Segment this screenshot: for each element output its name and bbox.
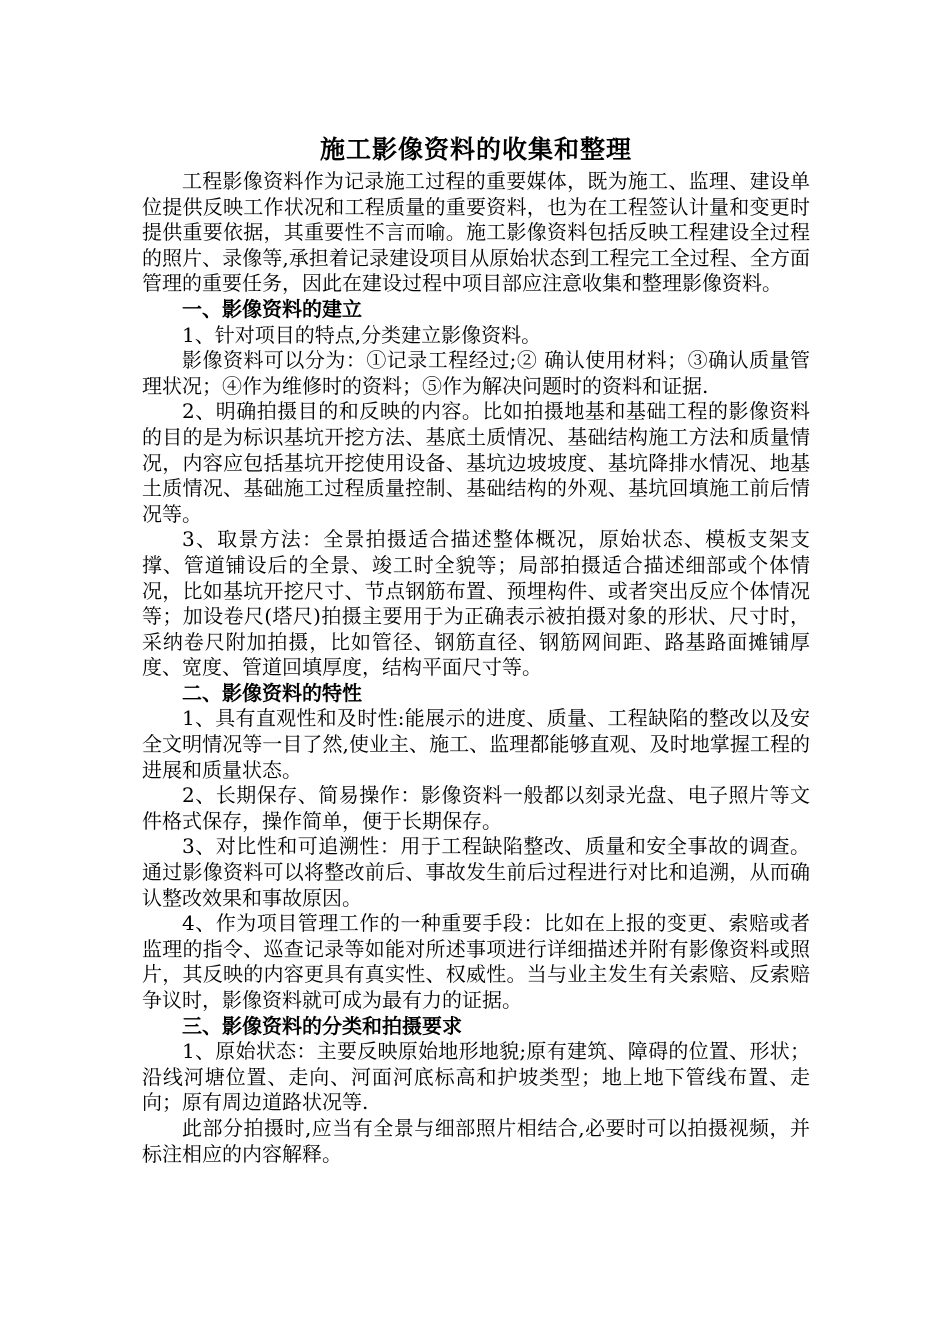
- paragraph: 4、作为项目管理工作的一种重要手段：比如在上报的变更、索赔或者监理的指令、巡查记录等如能对所述事项进行详细描述并附有影像资料或照片，其反映的内容更具有真实性、权威性。当与业主发生有关索赔、反索赔争议时，影像资料就可成为最有力的证据。: [142, 911, 810, 1012]
- paragraph: 影像资料可以分为：①记录工程经过;② 确认使用材料；③确认质量管理状况；④作为维修时的资料；⑤作为解决问题时的资料和证据.: [142, 348, 810, 398]
- intro-paragraph: 工程影像资料作为记录施工过程的重要媒体，既为施工、监理、建设单位提供反映工作状况和工程质量的重要资料，也为在工程签认计量和变更时提供重要依据，其重要性不言而喻。施工影像资料包括反映工程建设全过程的照片、录像等,承担着记录建设项目从原始状态到工程完工全过程、全方面管理的重要任务，因此在建设过程中项目部应注意收集和整理影像资料。: [142, 169, 810, 296]
- paragraph: 2、明确拍摄目的和反映的内容。比如拍摄地基和基础工程的影像资料的目的是为标识基坑开挖方法、基底土质情况、基础结构施工方法和质量情况，内容应包括基坑开挖使用设备、基坑边坡坡度、基坑降排水情况、地基土质情况、基础施工过程质量控制、基础结构的外观、基坑回填施工前后情况等。: [142, 399, 810, 526]
- section-heading-characteristics: 二、影像资料的特性: [182, 680, 362, 705]
- paragraph: 3、取景方法：全景拍摄适合描述整体概况，原始状态、模板支架支撑、管道铺设后的全景、竣工时全貌等；局部拍摄适合描述细部或个体情况，比如基坑开挖尺寸、节点钢筋布置、预埋构件、或者突出反应个体情况等；加设卷尺(塔尺)拍摄主要用于为正确表示被拍摄对象的形状、尺寸时，采纳卷尺附加拍摄，比如管径、钢筋直径、钢筋网间距、路基路面摊铺厚度、宽度、管道回填厚度，结构平面尺寸等。: [142, 527, 810, 680]
- section-heading-classification: 三、影像资料的分类和拍摄要求: [182, 1013, 462, 1038]
- paragraph: 2、长期保存、简易操作：影像资料一般都以刻录光盘、电子照片等文件格式保存，操作简单，便于长期保存。: [142, 783, 810, 833]
- paragraph: 此部分拍摄时,应当有全景与细部照片相结合,必要时可以拍摄视频，并标注相应的内容解释。: [142, 1115, 810, 1166]
- paragraph: 3、对比性和可追溯性：用于工程缺陷整改、质量和安全事故的调查。通过影像资料可以将整改前后、事故发生前后过程进行对比和追溯，从而确认整改效果和事故原因。: [142, 834, 810, 910]
- document-body: [142, 133, 810, 1167]
- section-heading-establish: 一、影像资料的建立: [182, 296, 362, 321]
- document-title: 施工影像资料的收集和整理: [319, 135, 632, 164]
- paragraph: 1、针对项目的特点,分类建立影像资料。: [182, 322, 542, 347]
- paragraph: 1、原始状态：主要反映原始地形地貌;原有建筑、障碍的位置、形状；沿线河塘位置、走向、河面河底标高和护坡类型；地上地下管线布置、走向；原有周边道路状况等.: [142, 1039, 810, 1115]
- paragraph: 1、具有直观性和及时性:能展示的进度、质量、工程缺陷的整改以及安全文明情况等一目了然,使业主、施工、监理都能够直观、及时地掌握工程的进展和质量状态。: [142, 706, 810, 782]
